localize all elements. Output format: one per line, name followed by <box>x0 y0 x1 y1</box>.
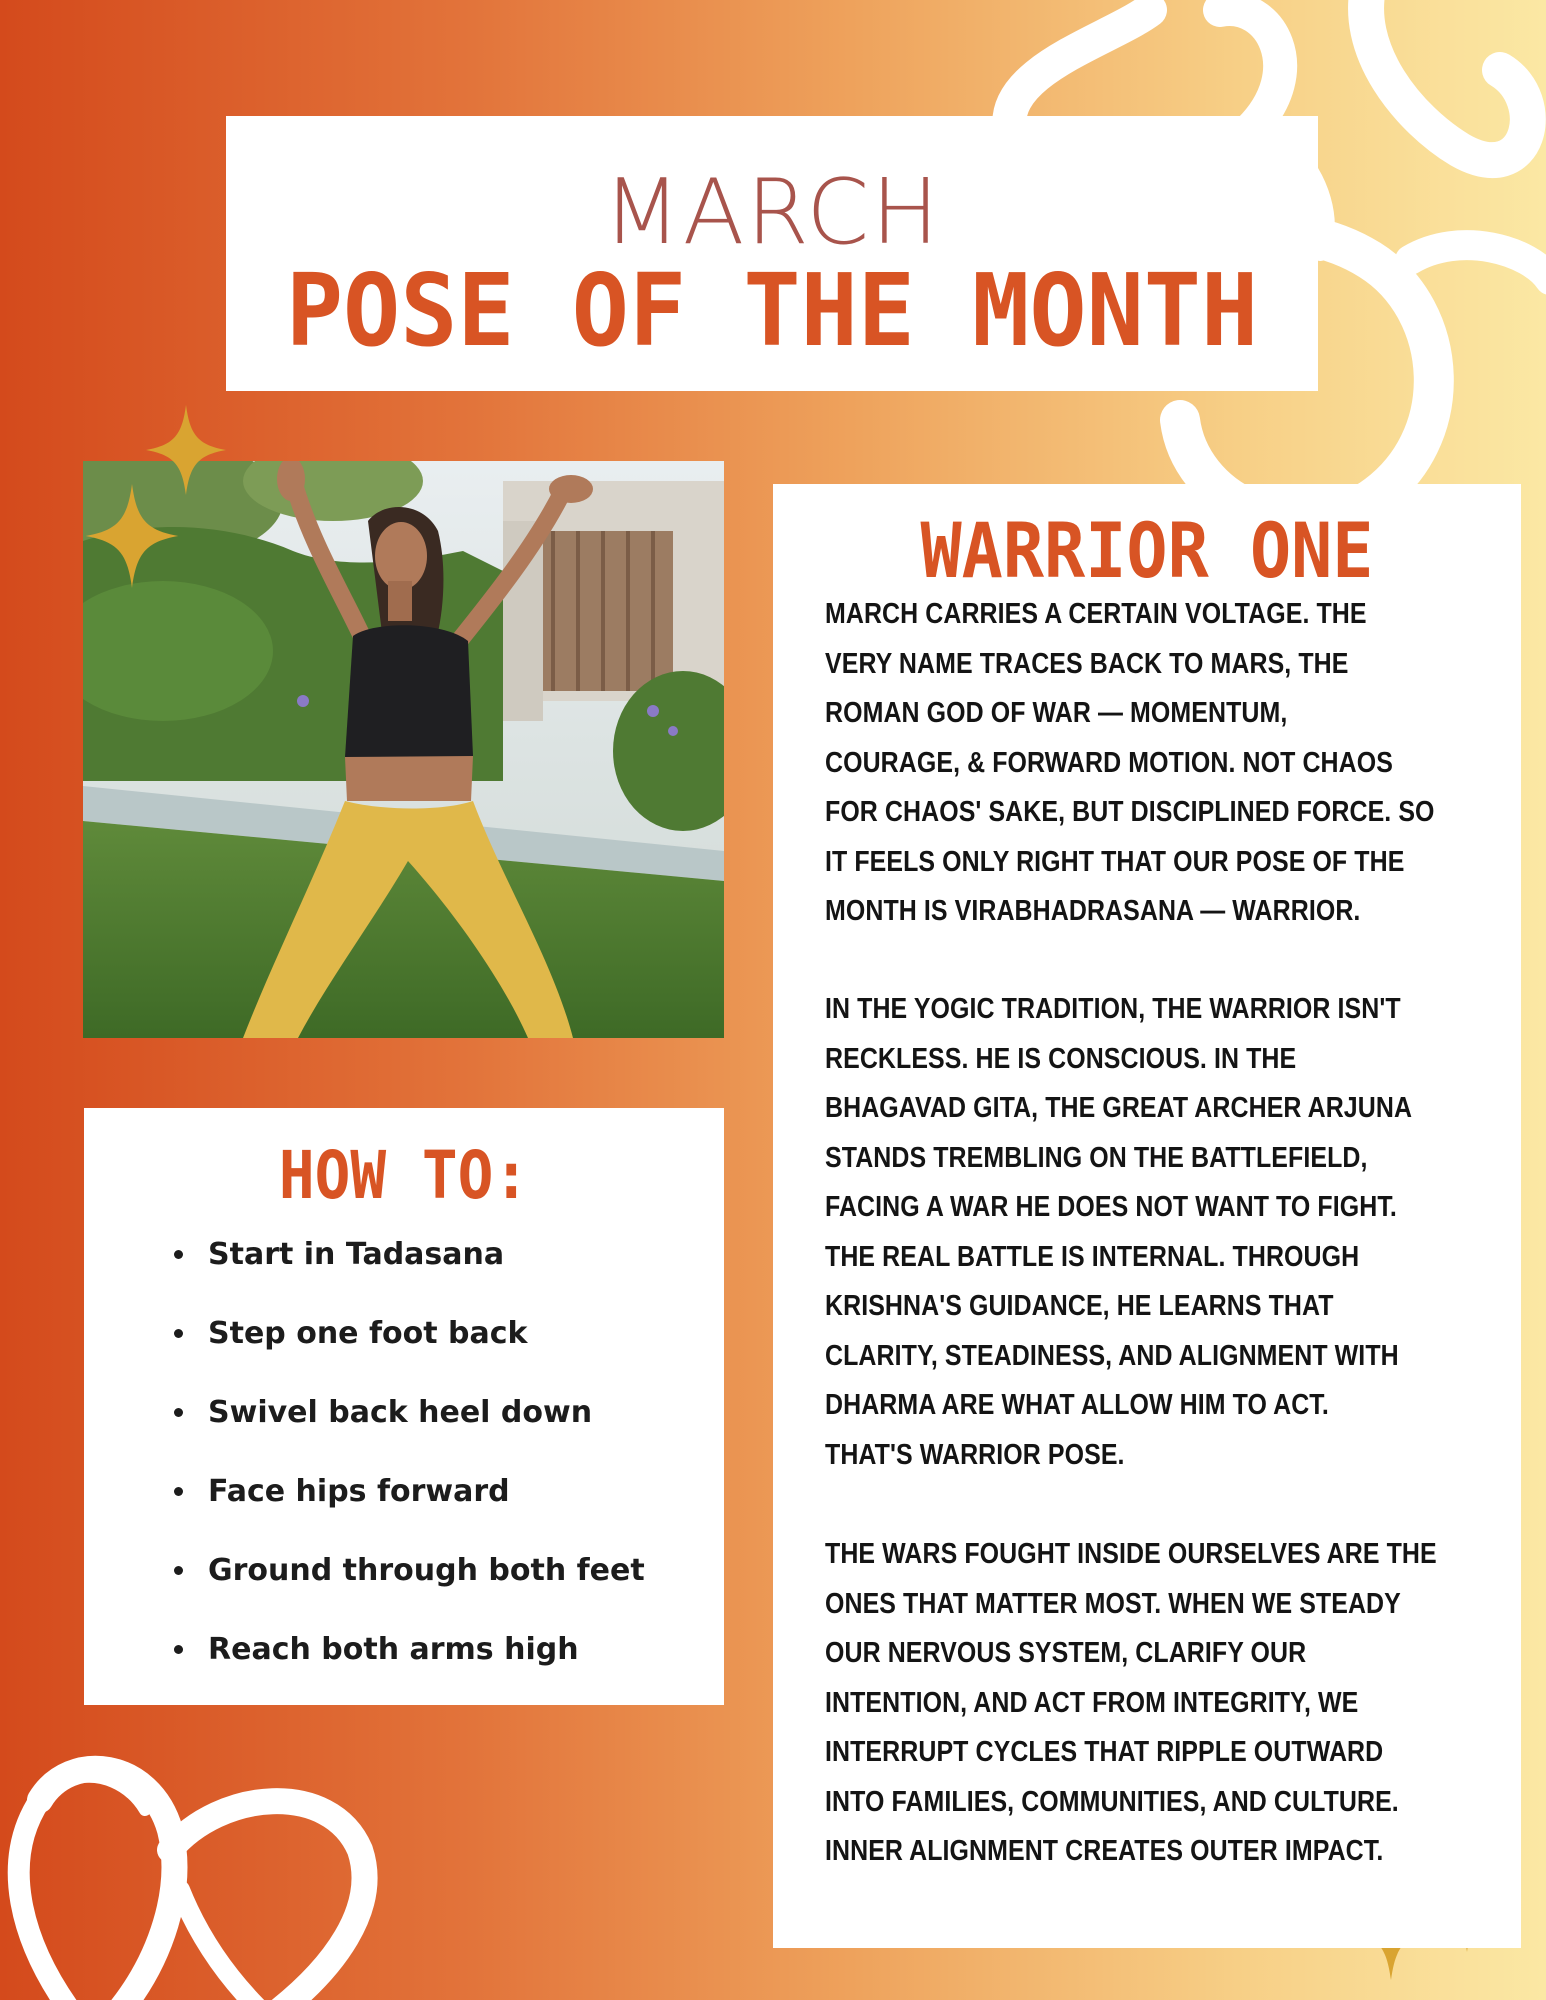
bullet-icon <box>174 1250 183 1259</box>
how-to-step: Step one foot back <box>84 1312 645 1391</box>
how-to-list <box>84 1233 645 1707</box>
text-line: THE REAL BATTLE IS INTERNAL. THROUGH <box>825 1240 1360 1273</box>
text-line: FOR CHAOS' SAKE, BUT DISCIPLINED FORCE. SO <box>825 796 1435 828</box>
text-line: KRISHNA'S GUIDANCE, HE LEARNS THAT <box>825 1290 1334 1322</box>
text-line: ONES THAT MATTER MOST. WHEN WE STEADY <box>825 1587 1401 1620</box>
text-line: INTO FAMILIES, COMMUNITIES, AND CULTURE. <box>825 1785 1399 1818</box>
text-line: INNER ALIGNMENT CREATES OUTER IMPACT. <box>825 1835 1384 1867</box>
how-to-step: Ground through both feet <box>84 1549 645 1628</box>
text-line: RECKLESS. HE IS CONSCIOUS. IN THE <box>825 1042 1297 1075</box>
text-line: STANDS TREMBLING ON THE BATTLEFIELD, <box>825 1141 1368 1174</box>
sparkle-icon <box>84 484 180 588</box>
text-line: OUR NERVOUS SYSTEM, CLARIFY OUR <box>825 1637 1307 1669</box>
bullet-icon <box>174 1487 183 1496</box>
text-line: THE WARS FOUGHT INSIDE OURSELVES ARE THE <box>825 1538 1437 1570</box>
brush-heart-icon <box>0 1740 400 2000</box>
sparkle-icon <box>146 405 226 495</box>
bullet-icon <box>174 1329 183 1338</box>
month-label: MARCH <box>603 160 941 265</box>
article-paragraph <box>825 985 1505 1480</box>
how-to-step: Start in Tadasana <box>84 1233 645 1312</box>
bullet-icon <box>174 1408 183 1417</box>
text-line: COURAGE, & FORWARD MOTION. NOT CHAOS <box>825 746 1393 779</box>
how-to-heading: HOW TO: <box>278 1137 530 1214</box>
text-line: ROMAN GOD OF WAR — MOMENTUM, <box>825 697 1288 729</box>
text-line: THAT'S WARRIOR POSE. <box>825 1438 1125 1471</box>
text-line: MARCH CARRIES A CERTAIN VOLTAGE. THE <box>825 598 1367 630</box>
text-line: MONTH IS VIRABHADRASANA — WARRIOR. <box>825 895 1361 927</box>
bullet-icon <box>174 1566 183 1575</box>
text-line: FACING A WAR HE DOES NOT WANT TO FIGHT. <box>825 1191 1397 1223</box>
title-card <box>226 116 1318 391</box>
article-paragraph <box>825 1530 1505 1877</box>
text-line: DHARMA ARE WHAT ALLOW HIM TO ACT. <box>825 1389 1329 1421</box>
text-line: BHAGAVAD GITA, THE GREAT ARCHER ARJUNA <box>825 1092 1413 1124</box>
bullet-icon <box>174 1645 183 1654</box>
how-to-step: Face hips forward <box>84 1470 645 1549</box>
text-line: IN THE YOGIC TRADITION, THE WARRIOR ISN'T <box>825 993 1401 1025</box>
article-card <box>773 484 1521 1948</box>
text-line: INTENTION, AND ACT FROM INTEGRITY, WE <box>825 1686 1359 1719</box>
how-to-step: Swivel back heel down <box>84 1391 645 1470</box>
article-title: WARRIOR ONE <box>920 506 1374 595</box>
article-paragraph <box>825 590 1505 937</box>
text-line: VERY NAME TRACES BACK TO MARS, THE <box>825 647 1349 680</box>
how-to-card <box>84 1108 724 1705</box>
how-to-step: Reach both arms high <box>84 1628 645 1707</box>
text-line: IT FEELS ONLY RIGHT THAT OUR POSE OF THE <box>825 845 1405 878</box>
text-line: INTERRUPT CYCLES THAT RIPPLE OUTWARD <box>825 1736 1384 1768</box>
page-title: POSE OF THE MONTH <box>285 252 1259 369</box>
text-line: CLARITY, STEADINESS, AND ALIGNMENT WITH <box>825 1339 1399 1372</box>
